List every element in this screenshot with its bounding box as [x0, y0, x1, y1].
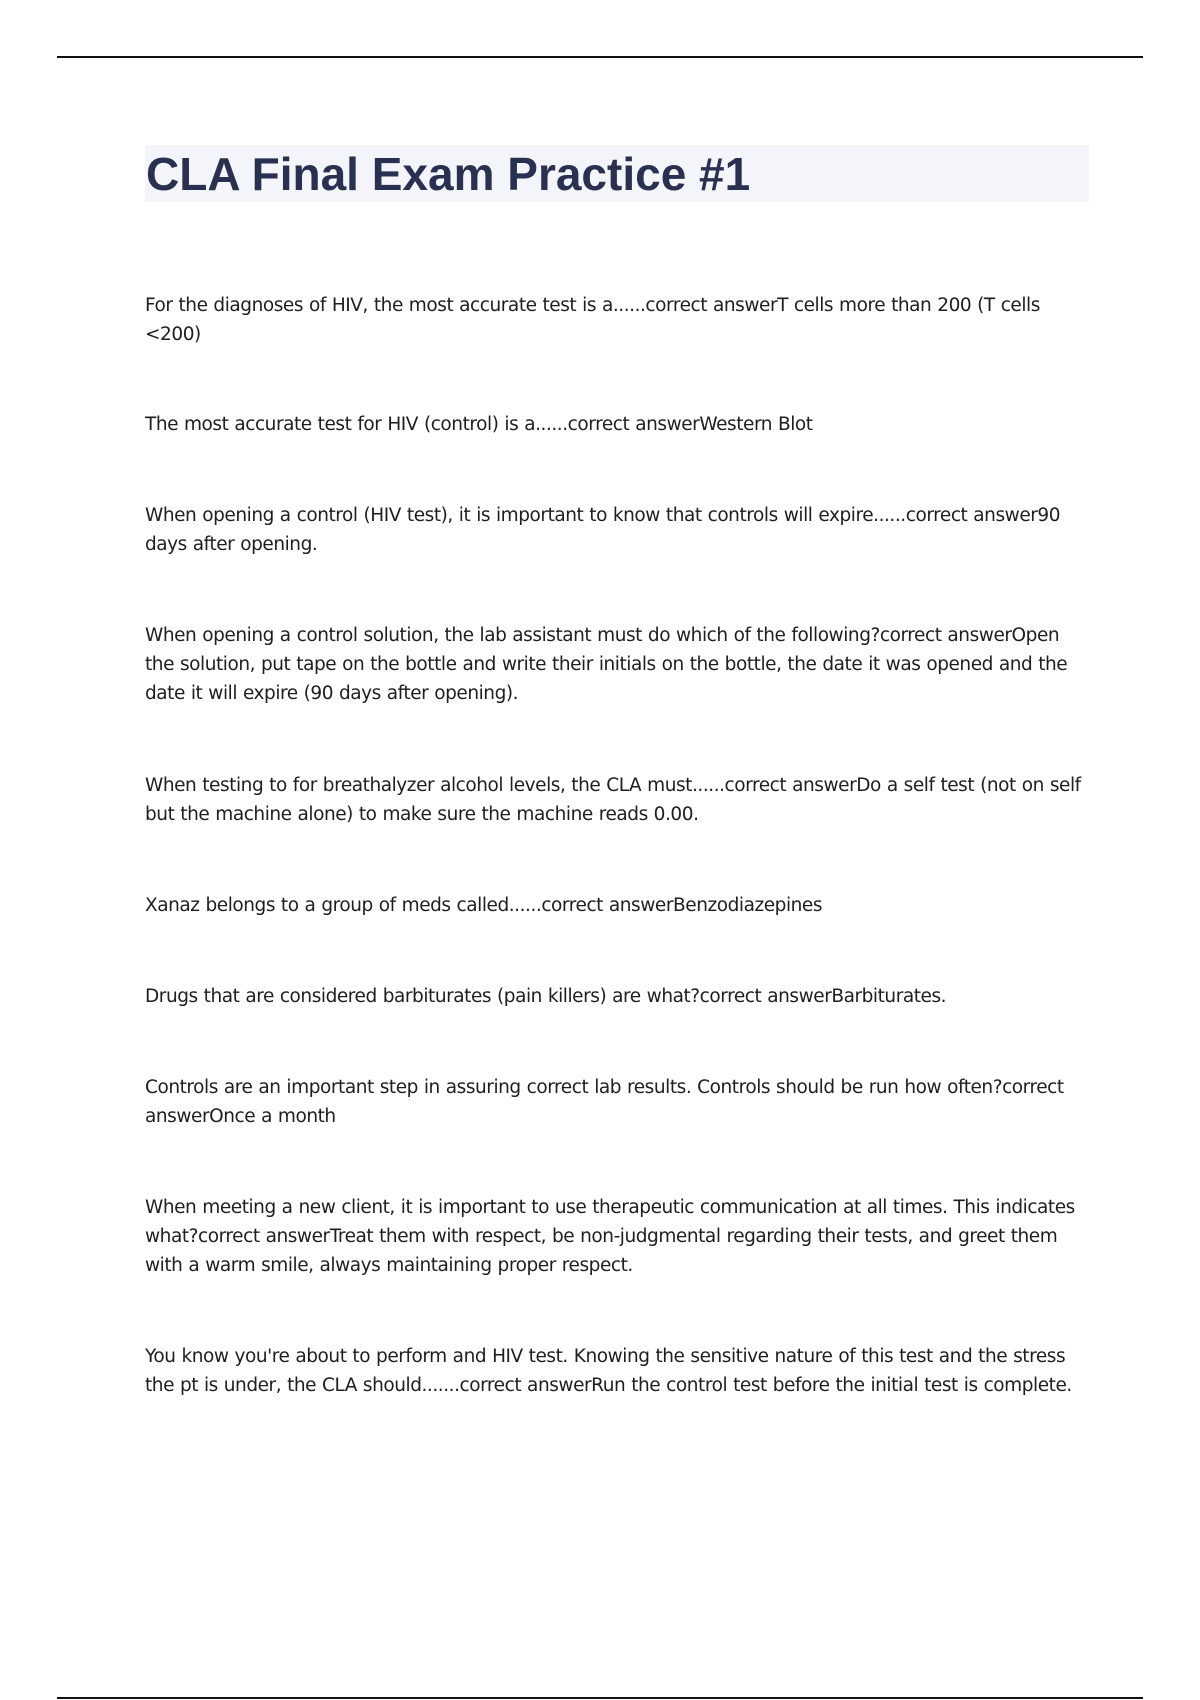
- question-item: For the diagnoses of HIV, the most accurate test is a......correct answerT cells more than 200 (T cells <200): [145, 295, 1040, 345]
- footer-rule: [57, 1697, 1143, 1699]
- question-item: When opening a control (HIV test), it is important to know that controls will expire......correct answer90 days after opening.: [145, 505, 1061, 555]
- question-item: Drugs that are considered barbiturates (pain killers) are what?correct answerBarbiturates.: [145, 986, 947, 1007]
- header-rule: [57, 56, 1143, 58]
- question-item: The most accurate test for HIV (control) is a......correct answerWestern Blot: [145, 414, 813, 435]
- question-item: Controls are an important step in assuring correct lab results. Controls should be run how often?correct answerOnce a month: [145, 1077, 1064, 1127]
- question-item: When meeting a new client, it is important to use therapeutic communication at all times. This indicates what?correct answerTreat them with respect, be non-judgmental regarding their tests, and greet them with a warm smile, always maintaining proper respect.: [145, 1197, 1075, 1276]
- question-item: You know you're about to perform and HIV test. Knowing the sensitive nature of this test and the stress the pt is under, the CLA should.......correct answerRun the control test before the initial test is complete.: [145, 1346, 1072, 1396]
- question-item: Xanaz belongs to a group of meds called......correct answerBenzodiazepines: [145, 895, 823, 916]
- question-item: When opening a control solution, the lab assistant must do which of the following?correct answerOpen the solution, put tape on the bottle and write their initials on the bottle, the date it was opened and the date it will expire (90 days after opening).: [145, 625, 1068, 704]
- question-item: When testing to for breathalyzer alcohol levels, the CLA must......correct answerDo a self test (not on self but the machine alone) to make sure the machine reads 0.00.: [145, 775, 1081, 825]
- page-title: CLA Final Exam Practice #1: [146, 148, 751, 200]
